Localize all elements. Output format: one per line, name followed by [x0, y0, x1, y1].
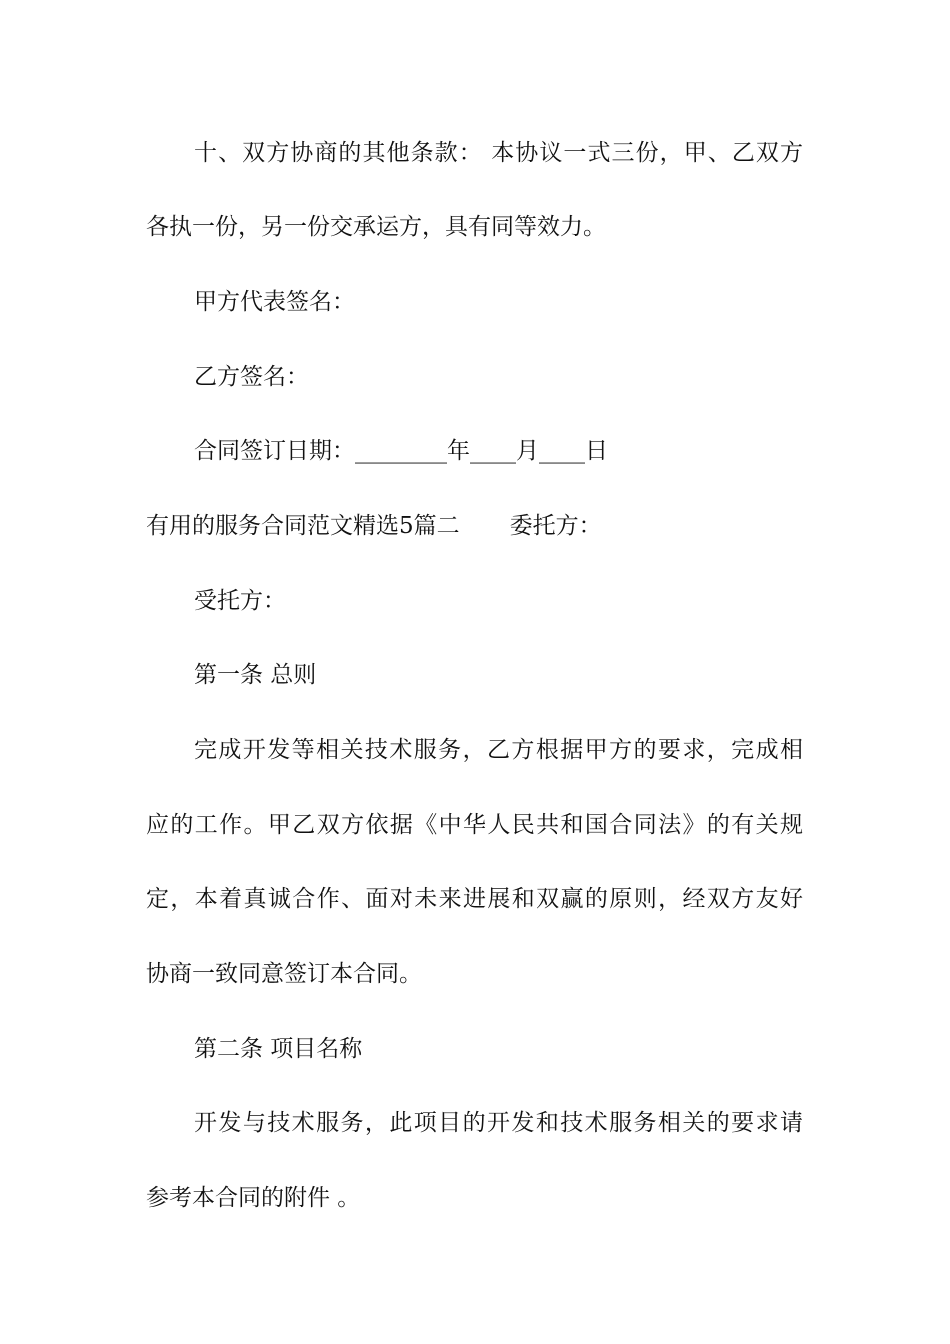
clause-ten-line-1: 十、双方协商的其他条款： 本协议一式三份，甲、乙双方 — [194, 140, 803, 166]
article-two-heading: 第二条 项目名称 — [194, 1036, 363, 1062]
article-two-line-1: 开发与技术服务，此项目的开发和技术服务相关的要求请 — [194, 1110, 803, 1136]
article-one-heading: 第一条 总则 — [194, 662, 317, 688]
contractor-label: 受托方： — [194, 588, 286, 614]
party-b-signature-label: 乙方签名： — [194, 364, 309, 390]
article-two-line-2: 参考本合同的附件 。 — [146, 1185, 361, 1211]
contract-date-line: 合同签订日期：________年____月____日 — [194, 438, 608, 464]
clause-ten-line-2: 各执一份，另一份交承运方，具有同等效力。 — [146, 214, 606, 240]
article-one-line-3: 定，本着真诚合作、面对未来进展和双赢的原则，经双方友好 — [146, 886, 803, 912]
article-one-line-4: 协商一致同意签订本合同。 — [146, 961, 422, 987]
client-label: 委托方： — [509, 513, 602, 539]
article-one-line-1: 完成开发等相关技术服务，乙方根据甲方的要求，完成相 — [194, 737, 803, 763]
section-two-title: 有用的服务合同范文精选5篇二 — [146, 513, 460, 539]
article-one-line-2: 应的工作。甲乙双方依据《中华人民共和国合同法》的有关规 — [146, 812, 803, 838]
section-two-heading-line — [146, 511, 950, 541]
party-a-signature-label: 甲方代表签名： — [194, 289, 355, 315]
